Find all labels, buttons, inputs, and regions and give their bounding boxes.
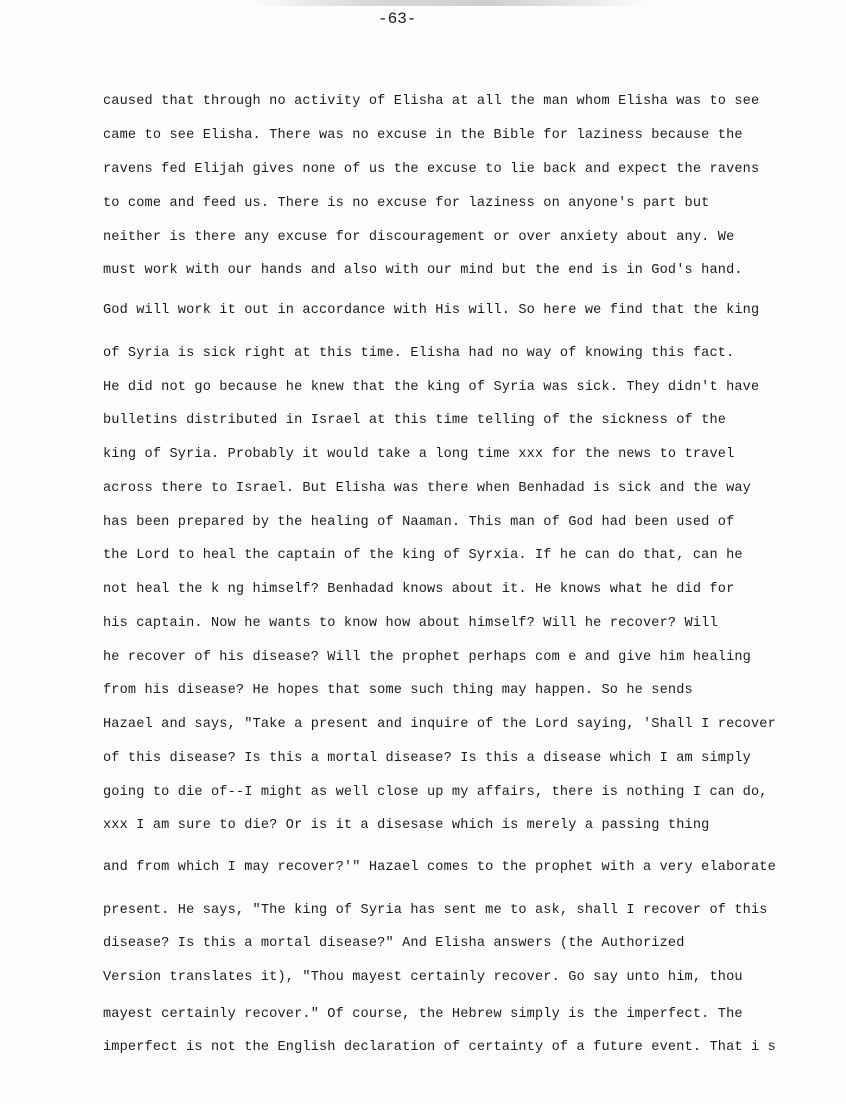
text-line: came to see Elisha. There was no excuse in the Bible for laziness because the: [103, 128, 743, 143]
text-line: across there to Israel. But Elisha was there when Benhadad is sick and the way: [103, 481, 751, 496]
text-line: to come and feed us. There is no excuse for laziness on anyone's part but: [103, 196, 710, 211]
text-line: he recover of his disease? Will the prophet perhaps com e and give him healing: [103, 650, 751, 665]
text-line: mayest certainly recover." Of course, the Hebrew simply is the imperfect. The: [103, 1007, 743, 1022]
text-line: disease? Is this a mortal disease?" And Elisha answers (the Authorized: [103, 936, 685, 951]
text-line: his captain. Now he wants to know how about himself? Will he recover? Will: [103, 616, 718, 631]
text-line: He did not go because he knew that the king of Syria was sick. They didn't have: [103, 380, 760, 395]
text-line: not heal the k ng himself? Benhadad knows about it. He knows what he did for: [103, 582, 735, 597]
text-line: from his disease? He hopes that some such thing may happen. So he sends: [103, 683, 693, 698]
text-line: neither is there any excuse for discouragement or over anxiety about any. We: [103, 230, 735, 245]
text-line: God will work it out in accordance with His will. So here we find that the king: [103, 303, 760, 318]
text-line: has been prepared by the healing of Naaman. This man of God had been used of: [103, 515, 735, 530]
text-line: and from which I may recover?'" Hazael comes to the prophet with a very elaborate: [103, 860, 776, 875]
text-line: ravens fed Elijah gives none of us the excuse to lie back and expect the ravens: [103, 162, 760, 177]
text-line: imperfect is not the English declaration of certainty of a future event. That i s: [103, 1040, 776, 1055]
text-line: of this disease? Is this a mortal disease? Is this a disease which I am simply: [103, 751, 751, 766]
text-line: going to die of--I might as well close up my affairs, there is nothing I can do,: [103, 785, 768, 800]
text-line: the Lord to heal the captain of the king of Syrxia. If he can do that, can he: [103, 548, 743, 563]
text-line: xxx I am sure to die? Or is it a disesase which is merely a passing thing: [103, 818, 710, 833]
text-line: Hazael and says, "Take a present and inquire of the Lord saying, 'Shall I recover: [103, 717, 776, 732]
text-line: Version translates it), "Thou mayest certainly recover. Go say unto him, thou: [103, 970, 743, 985]
text-line: bulletins distributed in Israel at this time telling of the sickness of the: [103, 413, 727, 428]
text-line: of Syria is sick right at this time. Elisha had no way of knowing this fact.: [103, 346, 735, 361]
text-line: king of Syria. Probably it would take a long time xxx for the news to travel: [103, 447, 735, 462]
text-line: must work with our hands and also with our mind but the end is in God's hand.: [103, 263, 743, 278]
text-line: caused that through no activity of Elisha at all the man whom Elisha was to see: [103, 94, 760, 109]
text-line: present. He says, "The king of Syria has sent me to ask, shall I recover of this: [103, 903, 768, 918]
page-number: -63-: [378, 10, 417, 28]
